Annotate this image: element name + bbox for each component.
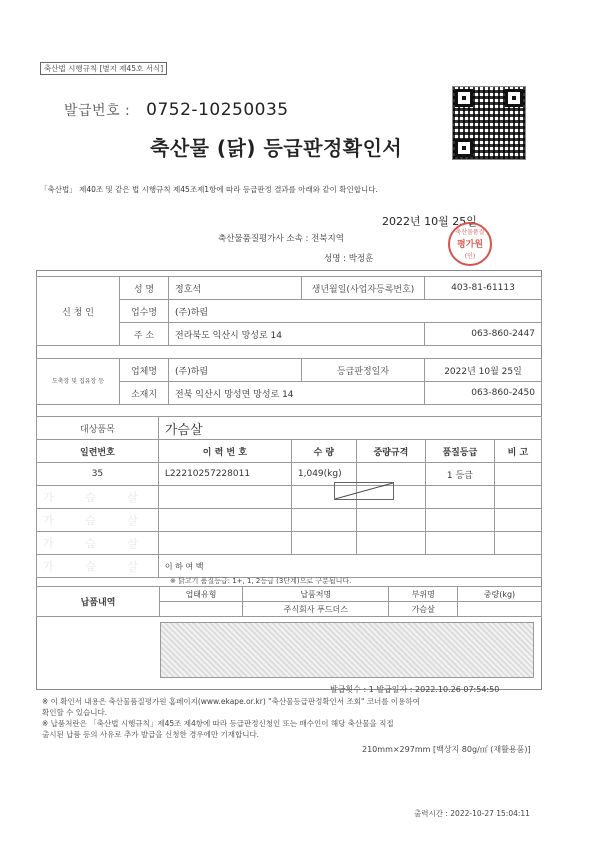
ghost-row (37, 555, 542, 578)
official-seal: 축산물품질 평가원 (인) (448, 222, 492, 266)
ghost-text: 가 슴 살 (37, 555, 159, 578)
ghost-row (37, 509, 542, 532)
security-pattern (160, 622, 534, 678)
ghost-row (37, 486, 542, 509)
notes (42, 696, 542, 740)
address-value: 전라북도 익산시 망성로 14 (169, 323, 425, 346)
delivery-name: 주식회사 푸드더스 (243, 602, 389, 617)
applicant-section-label: 신 청 인 (37, 277, 120, 346)
col-note: 비 고 (494, 440, 541, 463)
address-phone: 063-860-2447 (425, 323, 542, 346)
issue-info: 발급횟수 : 1 발급일자 : 2022.10.26 07:54:50 (330, 685, 500, 694)
issue-number-line (64, 100, 289, 120)
location-phone: 063-860-2450 (425, 382, 542, 405)
delivery-col-weight: 중량(kg) (457, 587, 541, 602)
print-time: 출력시간 : 2022-10-27 15:04:11 (414, 809, 530, 818)
ghost-text: 가 슴 살 (37, 532, 159, 555)
ghost-text: 가 슴 살 (37, 509, 159, 532)
table-row (37, 463, 542, 486)
delivery-part: 가슴살 (389, 602, 457, 617)
business-value: (주)하림 (169, 300, 542, 323)
location-value: 전북 익산시 망성면 망성로 14 (169, 382, 425, 405)
document-title: 축산물 (닭) 등급판정확인서 (150, 136, 403, 160)
issue-label: 발급번호 : (64, 103, 131, 119)
col-qty: 수 량 (291, 440, 356, 463)
col-serial: 일련번호 (37, 440, 159, 463)
blank-line: 이 하 여 백 (158, 555, 541, 578)
qr-code-icon (452, 86, 526, 160)
business-label: 업수명 (120, 300, 169, 323)
plant-table (36, 358, 542, 405)
note-line: 출시된 납품 등의 사유로 추가 발급을 신청한 경우에만 기재합니다. (42, 730, 260, 739)
issue-date: 2022년 10월 25일 (382, 215, 477, 228)
ghost-text: 가 슴 살 (37, 486, 159, 509)
col-spec: 중량규격 (356, 440, 425, 463)
name-value: 정호석 (169, 277, 302, 300)
row-grade: 1 등급 (425, 463, 494, 486)
ghost-row (37, 532, 542, 555)
grade-footnote: ※ 닭고기 품질등급: 1+, 1, 2등급 (3단계)으로 구분됩니다. (170, 577, 352, 585)
plant-section-label: 도축장 및 집유장 등 (37, 359, 120, 405)
row-serial: 35 (37, 463, 159, 486)
row-qty: 1,049(kg) (291, 463, 356, 486)
delivery-table (36, 586, 542, 617)
delivery-col-name: 납품처명 (243, 587, 389, 602)
judge-date-value: 2022년 10월 25일 (425, 359, 542, 382)
name-label: 성 명 (120, 277, 169, 300)
issue-number: 0752-10250035 (146, 100, 289, 120)
birth-label: 생년월일(사업자등록번호) (302, 277, 425, 300)
judge-date-label: 등급판정일자 (302, 359, 425, 382)
delivery-label: 납품내역 (37, 587, 160, 617)
note-line: 확인할 수 있습니다. (42, 708, 108, 717)
row-trace: L22210257228011 (158, 463, 291, 486)
form-label: 축산법 시행규칙 [별지 제45호 서식] (40, 62, 167, 75)
target-value: 가슴살 (158, 417, 541, 440)
strike-box (334, 482, 394, 500)
row-note (494, 463, 541, 486)
target-label: 대상품목 (37, 417, 159, 440)
birth-value: 403-81-61113 (425, 277, 542, 300)
note-line: ※ 납품처란은 「축산법 시행규칙」제45조 제4항에 따라 등급판정신청인 또는 매수인이 해당 축산물을 직접 (42, 719, 394, 728)
col-grade: 품질등급 (425, 440, 494, 463)
location-label: 소재지 (120, 382, 169, 405)
paper-spec: 210mm×297mm [백상지 80g/㎡ (재활용품)] (362, 745, 531, 754)
delivery-col-part: 부위명 (389, 587, 457, 602)
inspector-affiliation: 축산물품질평가사 소속 : 전북지역 (218, 234, 344, 244)
delivery-type (160, 602, 243, 617)
address-label: 주 소 (120, 323, 169, 346)
note-line: ※ 이 확인서 내용은 축산물품질평가원 홈페이지(www.ekape.or.kr) "축산물등급판정확인서 조회" 코너를 이용하여 (42, 697, 420, 706)
inspector-name: 성명 : 박정훈 (324, 254, 374, 264)
law-statement: 「축산법」 제40조 및 같은 법 시행규칙 제45조제1항에 따라 등급판정 결과를 아래와 같이 확인합니다. (40, 185, 378, 194)
plant-value: (주)하림 (169, 359, 302, 382)
product-table (36, 416, 542, 578)
col-trace: 이 력 번 호 (158, 440, 291, 463)
plant-label: 업체명 (120, 359, 169, 382)
delivery-weight (457, 602, 541, 617)
delivery-col-type: 업태유형 (160, 587, 243, 602)
applicant-table (36, 276, 542, 346)
